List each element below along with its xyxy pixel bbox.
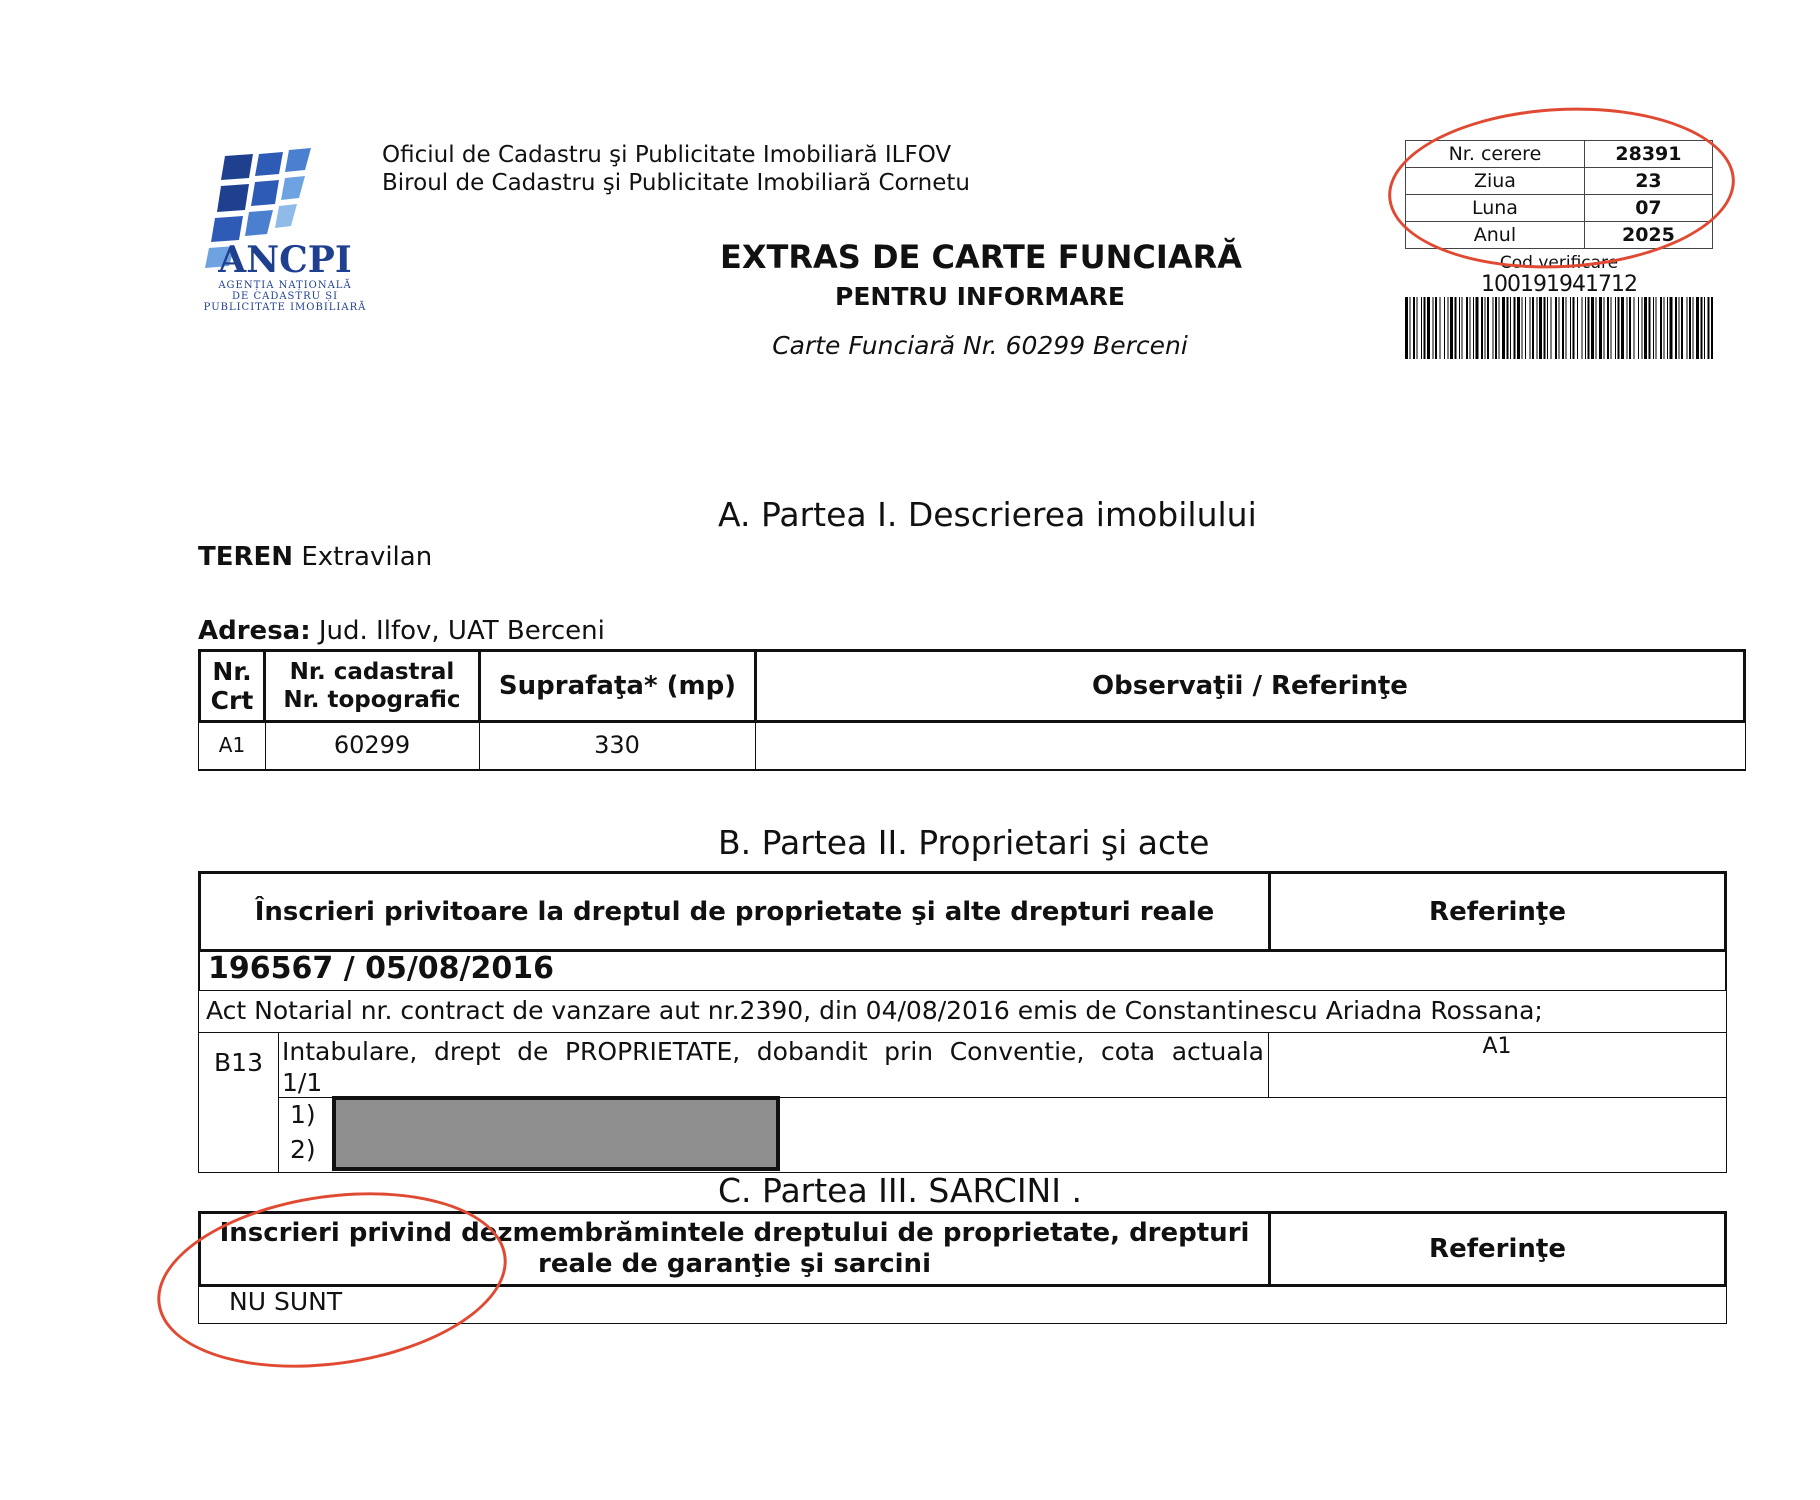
adresa-label: Adresa: [198,616,311,646]
cell-nr-cadastral: 60299 [265,720,480,771]
cod-verificare-value: 100191941712 [1481,272,1637,297]
teren-label: TEREN [198,542,294,572]
act-notarial: Act Notarial nr. contract de vanzare aut nr.2390, din 04/08/2016 emis de Constantinescu Ariadna Rossana; [198,990,1727,1033]
row-b13-text: Intabulare, drept de PROPRIETATE, dobandit prin Conventie, cota actuala 1/1 [278,1032,1269,1098]
annotation-circle-request [1384,99,1739,277]
header-nr-crt: Nr. Crt [198,649,266,723]
request-value: 07 [1584,195,1712,222]
cell-suprafata: 330 [479,720,756,771]
row-b13-ref: A1 [1268,1032,1727,1098]
logo-text: ANCPI [218,239,352,281]
request-label: Ziua [1406,168,1585,195]
document-title: EXTRAS DE CARTE FUNCIARĂ [720,238,1242,276]
header-observatii: Observaţii / Referinţe [754,649,1746,723]
adresa-line [198,616,605,646]
header-inscrieri-proprietate: Înscrieri privitoare la dreptul de proprietate şi alte drepturi reale [198,871,1271,952]
teren-value: Extravilan [301,542,433,572]
header-referinte-sarcini: Referinţe [1268,1211,1727,1287]
request-label: Luna [1406,195,1585,222]
header-referinte: Referinţe [1268,871,1727,952]
office-line-2: Biroul de Cadastru şi Publicitate Imobiliară Cornetu [382,170,970,196]
row-b13-id: B13 [198,1032,279,1173]
office-line-1: Oficiul de Cadastru şi Publicitate Imobiliară ILFOV [382,142,952,168]
teren-line [198,542,432,572]
owner-2-number: 2) [290,1135,316,1164]
header-suprafata: Suprafaţa* (mp) [478,649,757,723]
request-value: 28391 [1584,141,1712,168]
entry-id: 196567 / 05/08/2016 [198,949,1727,991]
request-value: 23 [1584,168,1712,195]
request-label: Nr. cerere [1406,141,1585,168]
annotation-circle-sarcini [146,1171,518,1388]
cod-verificare-label: Cod verificare [1499,253,1619,273]
owner-1-number: 1) [290,1100,316,1129]
barcode-icon [1405,297,1713,359]
header-nr-cadastral: Nr. cadastral Nr. topografic [263,649,481,723]
section-b-title: B. Partea II. Proprietari şi acte [718,823,1210,862]
logo-subtitle: AGENȚIA NAȚIONALĂ DE CADASTRU ȘI PUBLICITATE IMOBILIARĂ [203,280,367,313]
cell-observatii [755,720,1746,771]
redacted-owner-names [332,1096,780,1171]
sarcini-value: NU SUNT [198,1284,1727,1324]
cell-nr-crt: A1 [198,720,266,771]
document-subtitle: PENTRU INFORMARE [835,282,1125,311]
request-value: 2025 [1584,222,1712,249]
section-a-title: A. Partea I. Descrierea imobilului [718,495,1257,534]
carte-funciara-number: Carte Funciară Nr. 60299 Berceni [772,331,1188,360]
adresa-value: Jud. Ilfov, UAT Berceni [318,616,605,646]
section-c-title: C. Partea III. SARCINI . [718,1171,1082,1210]
request-label: Anul [1406,222,1585,249]
header-inscrieri-sarcini: Inscrieri privind dezmembrămintele dreptului de proprietate, drepturi reale de garanţie şi sarcini [198,1211,1271,1287]
